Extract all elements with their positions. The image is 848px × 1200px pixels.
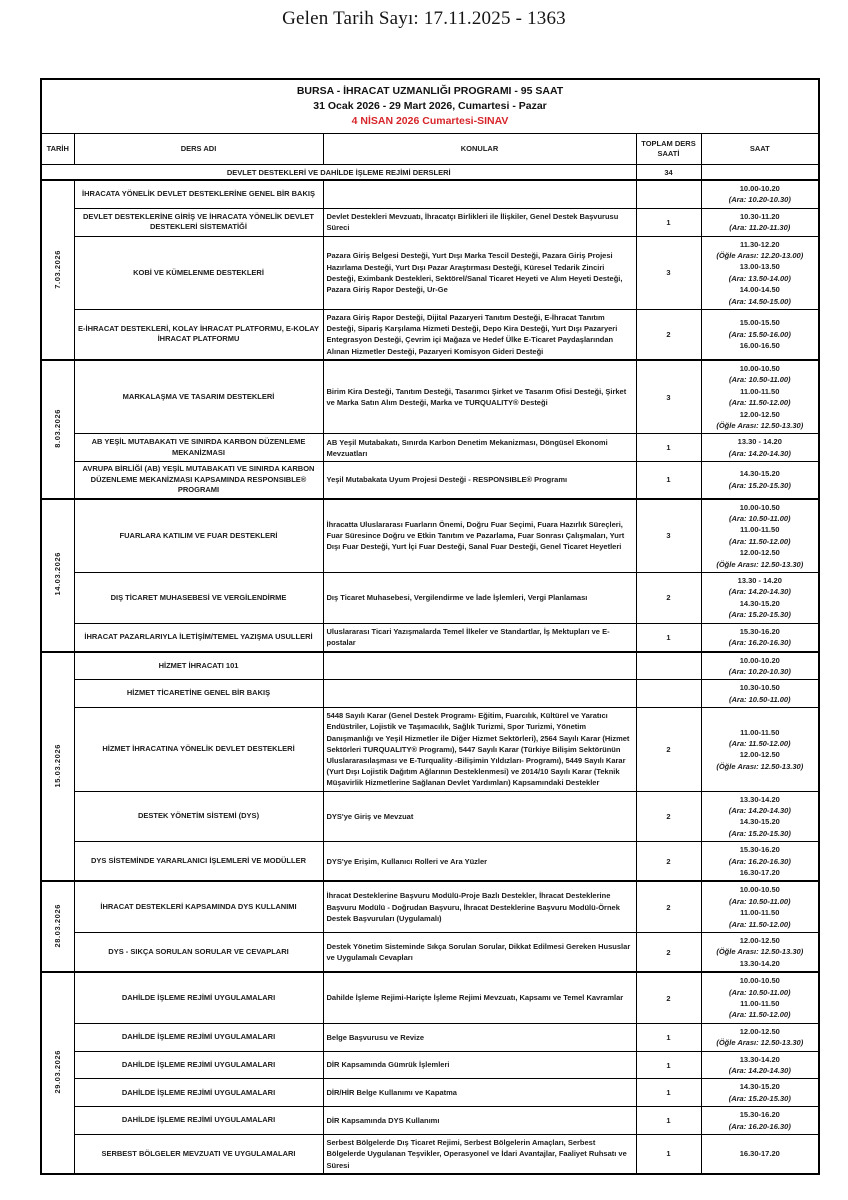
time-line: 14.30-15.20 xyxy=(739,1082,780,1092)
course-row xyxy=(41,708,819,791)
time-line: 10.30-10.50 xyxy=(739,683,780,693)
course-row xyxy=(41,842,819,882)
course-name-cell: İHRACAT DESTEKLERİ KAPSAMINDA DYS KULLANIMI xyxy=(74,881,323,932)
time-cell xyxy=(701,842,819,882)
topics-cell: Pazara Giriş Rapor Desteği, Dijital Pazaryeri Tanıtım Desteği, E-İhracat Tanıtım Desteği, Sipariş Karşılama Hizmeti Desteği, Depo Kira Desteği, Yurt Dışı Pazaryeri Entegrasyon Desteği, Çevrim içi Mağaza ve Hedef Ülke E-Ticaret Paydaşlarından Alınan Hizmetler Desteği, Pazaryeri Komisyon Gideri Desteği xyxy=(323,310,636,360)
time-line: 11.00-11.50 xyxy=(740,727,780,737)
course-name-cell: İHRACAT PAZARLARIYLA İLETİŞİM/TEMEL YAZIŞMA USULLERİ xyxy=(74,623,323,651)
hours-cell: 3 xyxy=(636,360,701,434)
time-line: (Ara: 14.20-14.30) xyxy=(728,1066,791,1076)
date-cell xyxy=(41,881,74,972)
topics-cell: Serbest Bölgelerde Dış Ticaret Rejimi, Serbest Bölgelerin Amaçları, Serbest Bölgelerde Uygulanan Teşvikler, Operasyonel ve İdari Avantajlar, Faaliyet Ruhsatı ve Süresi xyxy=(323,1135,636,1174)
table-title-block xyxy=(41,79,819,134)
time-cell xyxy=(701,1079,819,1107)
time-line: (Ara: 11.50-12.00) xyxy=(728,738,791,748)
hours-cell: 1 xyxy=(636,1023,701,1051)
course-name-cell: DYS - SIKÇA SORULAN SORULAR VE CEVAPLARI xyxy=(74,933,323,973)
course-name-cell: AVRUPA BİRLİĞİ (AB) YEŞİL MUTABAKATI VE SINIRDA KARBON DÜZENLEME MEKANİZMASI KAPSAMINDA RESPONSIBLE® PROGRAMI xyxy=(74,462,323,499)
time-line: 13.00-13.50 xyxy=(739,262,780,272)
time-line: (Ara: 10.50-11.00) xyxy=(728,694,791,704)
course-name-cell: DAHİLDE İŞLEME REJİMİ UYGULAMALARI xyxy=(74,1051,323,1079)
time-line: (Ara: 11.50-12.00) xyxy=(728,398,791,408)
topics-cell xyxy=(323,180,636,208)
time-line: (Ara: 15.20-15.30) xyxy=(728,828,791,838)
course-name-cell: HİZMET TİCARETİNE GENEL BİR BAKIŞ xyxy=(74,680,323,708)
table-title: BURSA - İHRACAT UZMANLIĞI PROGRAMI - 95 SAAT xyxy=(296,85,564,97)
time-cell xyxy=(701,360,819,434)
column-header-row xyxy=(41,134,819,165)
topics-cell: 5448 Sayılı Karar (Genel Destek Programı- Eğitim, Fuarcılık, Kültürel ve Yaratıcı Endüstriler, Lojistik ve Taşımacılık, Sağlık Turizmi, Spor Turizmi, Yönetim Danışmanlığı ve Yeşil Hizmetler ile Diğer Hizmet Sektörleri), 2564 Sayılı Karar (Hizmet Sektörleri TURQUALITY® Programı), 5447 Sayılı Karar (Türkiye Bilişim Sektörünün Uluslararasılaşması ve E-Turquality -Bilişimin Yıldızları- Programı), 5449 Sayılı Karar (Yurt Dışı Lojistik Dağıtım Ağlarının Desteklenmesi) ve 2014/10 Sayılı Karar (Teknik Müşavirlik Hizmetlerine Sağlanan Devlet Yardımları) Kapsamındaki Destekler xyxy=(323,708,636,791)
course-row xyxy=(41,499,819,573)
hours-cell: 1 xyxy=(636,434,701,462)
topics-cell: AB Yeşil Mutabakatı, Sınırda Karbon Denetim Mekanizması, Döngüsel Ekonomi Mevzuatları xyxy=(323,434,636,462)
course-row xyxy=(41,310,819,360)
course-row xyxy=(41,208,819,236)
course-name-cell: E-İHRACAT DESTEKLERİ, KOLAY İHRACAT PLATFORMU, E-KOLAY İHRACAT PLATFORMU xyxy=(74,310,323,360)
topics-cell: Pazara Giriş Belgesi Desteği, Yurt Dışı Marka Tescil Desteği, Pazara Giriş Projesi Hazırlama Desteği, Yurt Dışı Pazar Araştırması Desteği, Küresel Tedarik Zinciri Desteği, Eximbank Destekleri, Sektörel/Sanal Ticaret Heyeti ve Alım Heyeti Desteği, Pazara Giriş Rapor Desteği, Ur-Ge xyxy=(323,236,636,309)
time-line: 12.00-12.50 xyxy=(739,409,780,419)
time-line: 11.00-11.50 xyxy=(740,999,780,1009)
time-line: (Ara: 10.50-11.00) xyxy=(728,375,791,385)
time-line: 10.30-11.20 xyxy=(739,211,780,221)
hours-cell: 2 xyxy=(636,933,701,973)
topics-cell: İhracatta Uluslararası Fuarların Önemi, Doğru Fuar Seçimi, Fuara Hazırlık Süreçleri, Fuar Süresince Doğru ve Etkin Tanıtım ve Pazarlama, Fuar Sonrası Çalışmaları, Yurt Dışı Fuar Desteği, Yurt İçi Fuar Desteği, Sanal Fuar Desteği, Genel Ticaret Heyetleri xyxy=(323,499,636,573)
time-line: (Ara: 14.20-14.30) xyxy=(728,805,791,815)
date-label: 15.03.2026 xyxy=(53,743,63,788)
course-row xyxy=(41,652,819,680)
column-header-konular: KONULAR xyxy=(323,134,636,165)
date-label: 8.03.2026 xyxy=(53,408,63,448)
course-name-cell: DEVLET DESTEKLERİNE GİRİŞ VE İHRACATA YÖNELİK DEVLET DESTEKLERİ SİSTEMATİĞİ xyxy=(74,208,323,236)
course-row xyxy=(41,881,819,932)
time-line: 10.00-10.20 xyxy=(739,655,780,665)
course-name-cell: KOBİ VE KÜMELENME DESTEKLERİ xyxy=(74,236,323,309)
date-cell xyxy=(41,499,74,652)
time-cell xyxy=(701,236,819,309)
time-line: 12.00-12.50 xyxy=(739,548,780,558)
section-total-hours: 34 xyxy=(636,165,701,181)
topics-cell: Destek Yönetim Sisteminde Sıkça Sorulan Sorular, Dikkat Edilmesi Gereken Hususlar ve Uygulamalı Cevapları xyxy=(323,933,636,973)
time-line: (Ara: 10.50-11.00) xyxy=(728,514,791,524)
time-line: 10.00-10.20 xyxy=(739,184,780,193)
time-line: (Ara: 11.50-12.00) xyxy=(728,536,791,546)
time-line: 13.30 - 14.20 xyxy=(737,437,782,447)
time-line: 15.30-16.20 xyxy=(739,1110,780,1120)
time-line: (Ara: 11.50-12.00) xyxy=(728,1010,791,1020)
date-label: 7.03.2026 xyxy=(53,249,63,289)
time-cell xyxy=(701,933,819,973)
time-line: (Ara: 15.20-15.30) xyxy=(728,480,791,490)
time-cell xyxy=(701,1135,819,1174)
time-line: (Ara: 16.20-16.30) xyxy=(728,638,791,648)
time-line: (Ara: 16.20-16.30) xyxy=(728,856,791,866)
time-line: 11.00-11.50 xyxy=(740,908,780,918)
table-title-row xyxy=(41,79,819,134)
course-row xyxy=(41,180,819,208)
hours-cell: 1 xyxy=(636,1079,701,1107)
time-line: 11.00-11.50 xyxy=(740,525,780,535)
topics-cell: Yeşil Mutabakata Uyum Projesi Desteği - RESPONSIBLE® Programı xyxy=(323,462,636,499)
time-line: 11.30-12.20 xyxy=(739,239,780,249)
time-cell xyxy=(701,180,819,208)
topics-cell xyxy=(323,652,636,680)
course-name-cell: SERBEST BÖLGELER MEVZUATI VE UYGULAMALARI xyxy=(74,1135,323,1174)
topics-cell: DİR Kapsamında Gümrük İşlemleri xyxy=(323,1051,636,1079)
time-cell xyxy=(701,652,819,680)
hours-cell: 2 xyxy=(636,573,701,624)
time-cell xyxy=(701,623,819,651)
hours-cell: 2 xyxy=(636,791,701,842)
hours-cell: 1 xyxy=(636,208,701,236)
table-subtitle: 31 Ocak 2026 - 29 Mart 2026, Cumartesi - Pazar xyxy=(313,100,547,112)
course-name-cell: DAHİLDE İŞLEME REJİMİ UYGULAMALARI xyxy=(74,1107,323,1135)
hours-cell: 2 xyxy=(636,842,701,882)
time-line: (Ara: 14.50-15.00) xyxy=(728,296,791,306)
time-line: 16.30-17.20 xyxy=(739,867,780,877)
time-line: 12.00-12.50 xyxy=(739,936,780,946)
time-cell xyxy=(701,310,819,360)
course-name-cell: DESTEK YÖNETİM SİSTEMİ (DYS) xyxy=(74,791,323,842)
column-header-tarih: TARİH xyxy=(41,134,74,165)
time-line: (Ara: 11.50-12.00) xyxy=(728,919,791,929)
time-line: 13.30-14.20 xyxy=(739,1054,780,1064)
course-name-cell: DAHİLDE İŞLEME REJİMİ UYGULAMALARI xyxy=(74,972,323,1023)
course-row xyxy=(41,933,819,973)
time-cell xyxy=(701,499,819,573)
topics-cell: Uluslararası Ticari Yazışmalarda Temel İlkeler ve Standartlar, İş Mektupları ve E-postalar xyxy=(323,623,636,651)
hours-cell: 2 xyxy=(636,310,701,360)
hours-cell: 1 xyxy=(636,1135,701,1174)
course-name-cell: DIŞ TİCARET MUHASEBESİ VE VERGİLENDİRME xyxy=(74,573,323,624)
course-row xyxy=(41,1079,819,1107)
time-cell xyxy=(701,434,819,462)
topics-cell: DYS'ye Erişim, Kullanıcı Rolleri ve Ara Yüzler xyxy=(323,842,636,882)
topics-cell: DİR Kapsamında DYS Kullanımı xyxy=(323,1107,636,1135)
date-cell xyxy=(41,180,74,360)
time-cell xyxy=(701,791,819,842)
time-line: 14.30-15.20 xyxy=(739,598,780,608)
time-line: (Öğle Arası: 12.50-13.30) xyxy=(716,761,804,771)
time-line: (Ara: 10.20-10.30) xyxy=(728,195,791,205)
time-line: 12.00-12.50 xyxy=(739,750,780,760)
topics-cell: Devlet Destekleri Mevzuatı, İhracatçı Birlikleri ile İlişkiler, Genel Destek Başvurusu Süreci xyxy=(323,208,636,236)
date-cell xyxy=(41,972,74,1173)
course-row xyxy=(41,972,819,1023)
time-line: (Ara: 13.50-14.00) xyxy=(728,273,791,283)
time-line: (Ara: 15.20-15.30) xyxy=(728,1093,791,1103)
time-cell xyxy=(701,1107,819,1135)
date-label: 28.03.2026 xyxy=(53,904,63,948)
date-cell xyxy=(41,360,74,499)
time-line: 15.00-15.50 xyxy=(739,318,780,328)
time-line: (Ara: 10.50-11.00) xyxy=(728,896,791,906)
hours-cell: 2 xyxy=(636,708,701,791)
topics-cell: İhracat Desteklerine Başvuru Modülü-Proje Bazlı Destekler, İhracat Desteklerine Başvuru Modülü - Doğrudan Başvuru, İhracat Desteklerine Başvuru Modülü-Örnek Destek Başvuruları (Uygulamalı) xyxy=(323,881,636,932)
hours-cell: 3 xyxy=(636,499,701,573)
time-line: 10.00-10.50 xyxy=(739,885,780,895)
time-cell xyxy=(701,1051,819,1079)
course-name-cell: HİZMET İHRACATINA YÖNELİK DEVLET DESTEKLERİ xyxy=(74,708,323,791)
course-row xyxy=(41,573,819,624)
course-row xyxy=(41,1051,819,1079)
course-name-cell: İHRACATA YÖNELİK DEVLET DESTEKLERİNE GENEL BİR BAKIŞ xyxy=(74,180,323,208)
time-cell xyxy=(701,462,819,499)
section-label: DEVLET DESTEKLERİ VE DAHİLDE İŞLEME REJİMİ DERSLERİ xyxy=(41,165,636,181)
course-name-cell: FUARLARA KATILIM VE FUAR DESTEKLERİ xyxy=(74,499,323,573)
course-row xyxy=(41,434,819,462)
time-line: (Ara: 11.20-11.30) xyxy=(729,223,791,233)
course-row xyxy=(41,623,819,651)
course-row xyxy=(41,462,819,499)
time-line: 11.00-11.50 xyxy=(740,386,780,396)
column-header-ders-adi: DERS ADI xyxy=(74,134,323,165)
date-label: 29.03.2026 xyxy=(53,1050,63,1094)
hours-cell: 1 xyxy=(636,1051,701,1079)
time-line: 12.00-12.50 xyxy=(739,1026,780,1036)
table-exam-note: 4 NİSAN 2026 Cumartesi-SINAV xyxy=(351,115,509,127)
time-cell xyxy=(701,708,819,791)
hours-cell: 1 xyxy=(636,1107,701,1135)
hours-cell xyxy=(636,180,701,208)
time-line: (Öğle Arası: 12.50-13.30) xyxy=(716,1038,804,1048)
time-line: (Öğle Arası: 12.50-13.30) xyxy=(716,420,804,430)
course-name-cell: DAHİLDE İŞLEME REJİMİ UYGULAMALARI xyxy=(74,1023,323,1051)
hours-cell: 3 xyxy=(636,236,701,309)
topics-cell: Birim Kira Desteği, Tanıtım Desteği, Tasarımcı Şirket ve Tasarım Ofisi Desteği, Şirket ve Marka Satın Alım Desteği, Marka ve TURQUALITY® Desteği xyxy=(323,360,636,434)
time-line: 15.30-16.20 xyxy=(739,845,780,855)
date-label: 14.03.2026 xyxy=(53,552,63,596)
course-row xyxy=(41,1135,819,1174)
hours-cell xyxy=(636,680,701,708)
topics-cell: DİR/HİR Belge Kullanımı ve Kapatma xyxy=(323,1079,636,1107)
time-cell xyxy=(701,680,819,708)
hours-cell: 2 xyxy=(636,881,701,932)
time-line: 14.30-15.20 xyxy=(739,817,780,827)
time-line: 10.00-10.50 xyxy=(739,976,780,986)
topics-cell: DYS'ye Giriş ve Mevzuat xyxy=(323,791,636,842)
time-cell xyxy=(701,208,819,236)
time-line: 14.30-15.20 xyxy=(739,469,780,479)
section-empty-cell xyxy=(701,165,819,181)
topics-cell: Dahilde İşleme Rejimi-Hariçte İşleme Rejimi Mevzuatı, Kapsamı ve Temel Kavramlar xyxy=(323,972,636,1023)
hours-cell: 1 xyxy=(636,623,701,651)
time-line: (Ara: 14.20-14.30) xyxy=(728,587,791,597)
hours-cell xyxy=(636,652,701,680)
course-name-cell: DAHİLDE İŞLEME REJİMİ UYGULAMALARI xyxy=(74,1079,323,1107)
topics-cell xyxy=(323,680,636,708)
time-cell xyxy=(701,972,819,1023)
course-name-cell: DYS SİSTEMİNDE YARARLANICI İŞLEMLERİ VE MODÜLLER xyxy=(74,842,323,882)
time-line: (Ara: 15.50-16.00) xyxy=(728,329,791,339)
course-row xyxy=(41,791,819,842)
time-cell xyxy=(701,573,819,624)
time-line: 13.30-14.20 xyxy=(739,958,780,968)
hours-cell: 1 xyxy=(636,462,701,499)
page-title: Gelen Tarih Sayı: 17.11.2025 - 1363 xyxy=(282,8,566,29)
time-line: 16.30-17.20 xyxy=(739,1149,780,1159)
course-name-cell: MARKALAŞMA VE TASARIM DESTEKLERİ xyxy=(74,360,323,434)
time-line: (Ara: 14.20-14.30) xyxy=(728,448,791,458)
time-line: (Ara: 15.20-15.30) xyxy=(728,610,791,620)
time-line: (Ara: 16.20-16.30) xyxy=(728,1121,791,1131)
time-line: 10.00-10.50 xyxy=(739,502,780,512)
topics-cell: Belge Başvurusu ve Revize xyxy=(323,1023,636,1051)
time-line: 10.00-10.50 xyxy=(739,363,780,373)
topics-cell: Dış Ticaret Muhasebesi, Vergilendirme ve İade İşlemleri, Vergi Planlaması xyxy=(323,573,636,624)
date-cell xyxy=(41,652,74,882)
column-header-saat: SAAT xyxy=(701,134,819,165)
time-line: (Ara: 10.50-11.00) xyxy=(728,987,791,997)
time-line: 13.30-14.20 xyxy=(739,794,780,804)
column-header-toplam-ders-saati: TOPLAM DERS SAATİ xyxy=(636,134,701,165)
time-line: (Öğle Arası: 12.20-13.00) xyxy=(716,251,804,261)
time-cell xyxy=(701,1023,819,1051)
time-line: 16.00-16.50 xyxy=(739,341,780,351)
course-row xyxy=(41,680,819,708)
course-name-cell: AB YEŞİL MUTABAKATI VE SINIRDA KARBON DÜZENLEME MEKANİZMASI xyxy=(74,434,323,462)
time-line: 13.30 - 14.20 xyxy=(737,576,782,586)
section-row xyxy=(41,165,819,181)
time-line: 15.30-16.20 xyxy=(739,626,780,636)
time-line: (Ara: 10.20-10.30) xyxy=(728,666,791,676)
hours-cell: 2 xyxy=(636,972,701,1023)
time-line: 14.00-14.50 xyxy=(739,285,780,295)
course-row xyxy=(41,236,819,309)
time-line: (Öğle Arası: 12.50-13.30) xyxy=(716,947,804,957)
time-cell xyxy=(701,881,819,932)
course-row xyxy=(41,1107,819,1135)
course-row xyxy=(41,1023,819,1051)
course-name-cell: HİZMET İHRACATI 101 xyxy=(74,652,323,680)
schedule-table xyxy=(40,78,820,1175)
time-line: (Öğle Arası: 12.50-13.30) xyxy=(716,559,804,569)
table-body xyxy=(41,180,819,1174)
course-row xyxy=(41,360,819,434)
